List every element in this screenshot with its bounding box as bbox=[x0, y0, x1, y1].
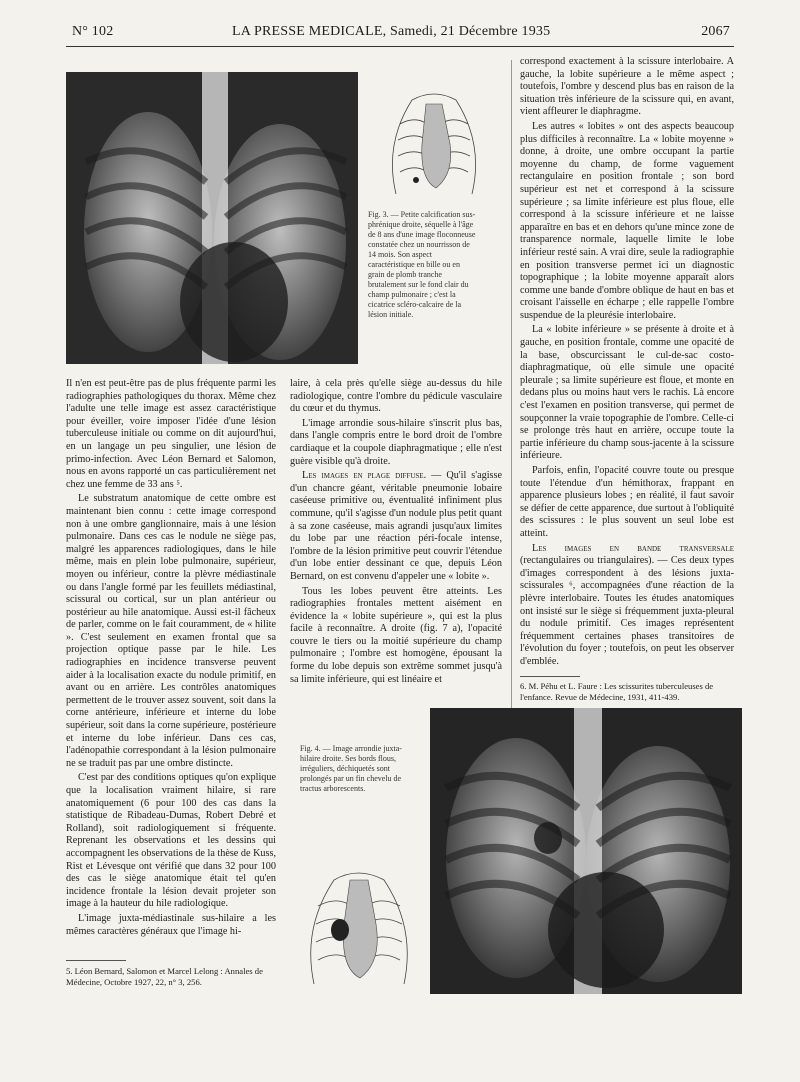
column-divider bbox=[511, 60, 512, 765]
footnote-5: 5. Léon Bernard, Salomon et Marcel Lelong : Annales de Médecine, Octobre 1927, 22, n° 3, 256. bbox=[66, 966, 263, 987]
footnote-rule bbox=[520, 676, 580, 677]
section-heading: Les images en bande transversale bbox=[532, 542, 734, 554]
paragraph: correspond exactement à la scissure interlobaire. A gauche, la lobite supérieure a le même aspect ; toutefois, l'ombre y descend plus bas en raison de la situation très inférieure de la scissure qui, en avant, vient affleurer le diaphragme. bbox=[520, 56, 734, 118]
paragraph: L'image juxta-médiastinale sus-hilaire a les mêmes caractères généraux que l'image hi- bbox=[66, 912, 276, 937]
figure-3-caption: Fig. 3. — Petite calcification sus-phrénique droite, séquelle à l'âge de 8 ans d'une image floconneuse constatée chez un nourrisson de 14 mois. Son aspect caractéristique en bille ou en grain de plomb tranche brutalement sur le fond clair du champ pulmonaire ; c'est la cicatrice scléro-calcaire de la lésion initiale. bbox=[368, 210, 476, 319]
header-rule bbox=[66, 46, 734, 47]
paragraph: Le substratum anatomique de cette ombre est maintenant bien connu : cette image correspond non à une ombre ganglionnaire, mais à une lésion pulmonaire. Dans ces cas le nodule ne siège pas, malgré les apparences radiologiques, dans le hile même, mais en plein lobe pulmonaire, supérieur, moyen ou inférieur, contre la plèvre médiastinale ou dans l'angle formé par les feuillets médiastinal, scissural ou cortical, sur un plan antérieur ou postérieur au hile anatomique. Aussi est-il fâcheux de parler, comme on le fait couramment, de « hilite ». C'est seulement en examen frontal que sa projection optique passe par le hile. Les radiographies en incidence transverse peuvent aider à la localisation exacte du nodule primitif, en avant ou en arrière. Les contrôles anatomiques permettent de le trouver assez souvent, soit dans la corne antérieure, inférieure et interne du lobe supérieur, soit dans la corne supérieure, postérieure et interne du lobe inférieur. Dans ces cas, l'adénopathie correspondant à la lésion pulmonaire ne se traduit pas par une ombre distincte. bbox=[66, 493, 276, 769]
paragraph: C'est par des conditions optiques qu'on explique que la localisation vraiment hilaire, si rare anatomiquement (6 pour 100 des cas dans la statistique de Ribadeau-Dumas, Robert Debré et Rolland), soit radiologiquement si fréquente. Reprenant les observations et les dessins qui accompagnent les observations de la thèse de Kuss, Rist et Lévesque ont vérifié que dans 32 pour 100 des cas le siège anatomique était tel qu'en incidence frontale la lésion devait projeter son image à la hauteur du hile radiologique. bbox=[66, 772, 276, 910]
figure-4-xray-image bbox=[430, 708, 742, 994]
footnote-rule bbox=[66, 960, 126, 961]
footnote-6: 6. M. Péhu et L. Faure : Les scissurites tuberculeuses de l'enfance. Revue de Médecine, 1931, 411-439. bbox=[520, 681, 714, 702]
paragraph: laire, à cela près qu'elle siège au-dessus du hile radiologique, contre l'ombre du pédicule vasculaire du cœur et du thymus. bbox=[290, 378, 502, 415]
paragraph: Les images en bande transversale (rectangulaires ou triangulaires). — Ces deux types d'images correspondent à des lésions juxta-scissurales ⁶, accompagnées d'une réaction de la plèvre interlobaire. Toutes les études anatomiques ont insisté sur le siège si fréquemment juxta-pleural du nodule primitif. Ces images représentent fréquemment certaines phases transitoires de l'évolution du foyer ; toutefois, on peut les observer d'emblée. bbox=[520, 542, 734, 667]
paragraph: Tous les lobes peuvent être atteints. Les radiographies frontales mettent aisément en évidence la « lobite supérieure », qui est la plus facile à reconnaître. A droite (fig. 7 a), l'opacité couvre le tiers ou la moitié supérieure du champ pulmonaire ; l'ombre est homogène, épousant la forme du lobe depuis son extrême sommet jusqu'à sa limite inférieure, qui est linéaire et bbox=[290, 585, 502, 685]
figure-4-thorax-diagram bbox=[296, 858, 422, 988]
page-number: 2067 bbox=[701, 24, 730, 39]
article-column-1 bbox=[66, 378, 276, 958]
journal-title: LA PRESSE MEDICALE, Samedi, 21 Décembre 1935 bbox=[232, 24, 551, 39]
paragraph: La « lobite inférieure » se présente à droite et à gauche, en position frontale, comme une opacité de la base, obscurcissant le cul-de-sac costo-diaphragmatique, où elle simule une opacité pleurale ; sa limite supérieure est floue, et monte en dedans plus ou moins haut vers le rachis. Là encore c'est l'examen en position transverse, qui permet de soupçonner la vraie topographie de l'ombre. Celle-ci se prolonge très haut en arrière, occupe toute la partie inférieure du champ sous-jacente à la scissure inférieure. bbox=[520, 324, 734, 462]
figure-3-thorax-diagram bbox=[376, 84, 492, 204]
paragraph: Il n'en est peut-être pas de plus fréquente parmi les radiographies pathologiques du thorax. Même chez l'adulte une telle image est assez caractéristique pour éveiller, voire imposer l'idée d'une lésion tuberculeuse initiale ou comme on dit aujourd'hui, en un langage un peu singulier, une lésion de primo-infection. Avec Léon Bernard et Salomon, nous en avons rapporté un cas particulièrement net chez une femme de 33 ans ⁵. bbox=[66, 378, 276, 490]
section-heading: Les images en plage diffuse. bbox=[302, 470, 427, 482]
issue-number: N° 102 bbox=[72, 24, 114, 39]
paragraph: Les images en plage diffuse. — Qu'il s'agisse d'un chancre géant, véritable pneumonie lobaire caséeuse primitive ou, éventualité infiniment plus commune, qu'il s'agisse d'un nodule plus petit quant à sa zone caséeuse, mais agrandi jusqu'aux limites du lobe par une réaction péri-focale intense, l'ombre de la lésion primitive peut couvrir l'étendue d'un lobe entier dessinant ce que, depuis Léon Bernard, on est convenu d'appeler une « lobite ». bbox=[290, 470, 502, 582]
page-header bbox=[72, 24, 730, 48]
figure-4-caption: Fig. 4. — Image arrondie juxta-hilaire droite. Ses bords flous, irréguliers, déchiquetés sont prolongés par un fin chevelu de tractus arborescents. bbox=[300, 744, 402, 793]
figure-3-xray-image bbox=[66, 72, 358, 364]
article-column-3 bbox=[520, 56, 734, 671]
paragraph: Parfois, enfin, l'opacité couvre toute ou presque toute l'étendue d'un hémithorax, frappant en apparence plusieurs lobes ; en réalité, il faut savoir se défier de cette apparence, due surtout à l'obliquité des scissures : le plus souvent un seul lobe est atteint. bbox=[520, 465, 734, 539]
paragraph: L'image arrondie sous-hilaire s'inscrit plus bas, dans l'angle compris entre le bord droit de l'ombre cardiaque et la coupole diaphragmatique ; elle n'est guère visible qu'à droite. bbox=[290, 417, 502, 467]
paragraph: Les autres « lobites » ont des aspects beaucoup plus difficiles à reconnaître. La « lobite moyenne » donne, à droite, une ombre occupant la partie moyenne du champ, de forme vaguement rectangulaire en position frontale ; son bord supérieur est net et correspond à la scissure supérieure ; sa limite inférieure est plus floue, elle correspond à la scissure inférieure et ne laisse apparaître en bas et en dehors qu'une mince zone de transparence normale, laquelle limite le lobe inférieur resté sain. A vrai dire, seule la radiographie en position transverse permet ici un diagnostic topographique ; la lobite moyenne apparaît alors comme une bande d'ombre oblique de haut en bas et croisant l'aisselle en écharpe ; elle rappelle l'ombre suspendue de la pleurésie interlobaire. bbox=[520, 120, 734, 321]
